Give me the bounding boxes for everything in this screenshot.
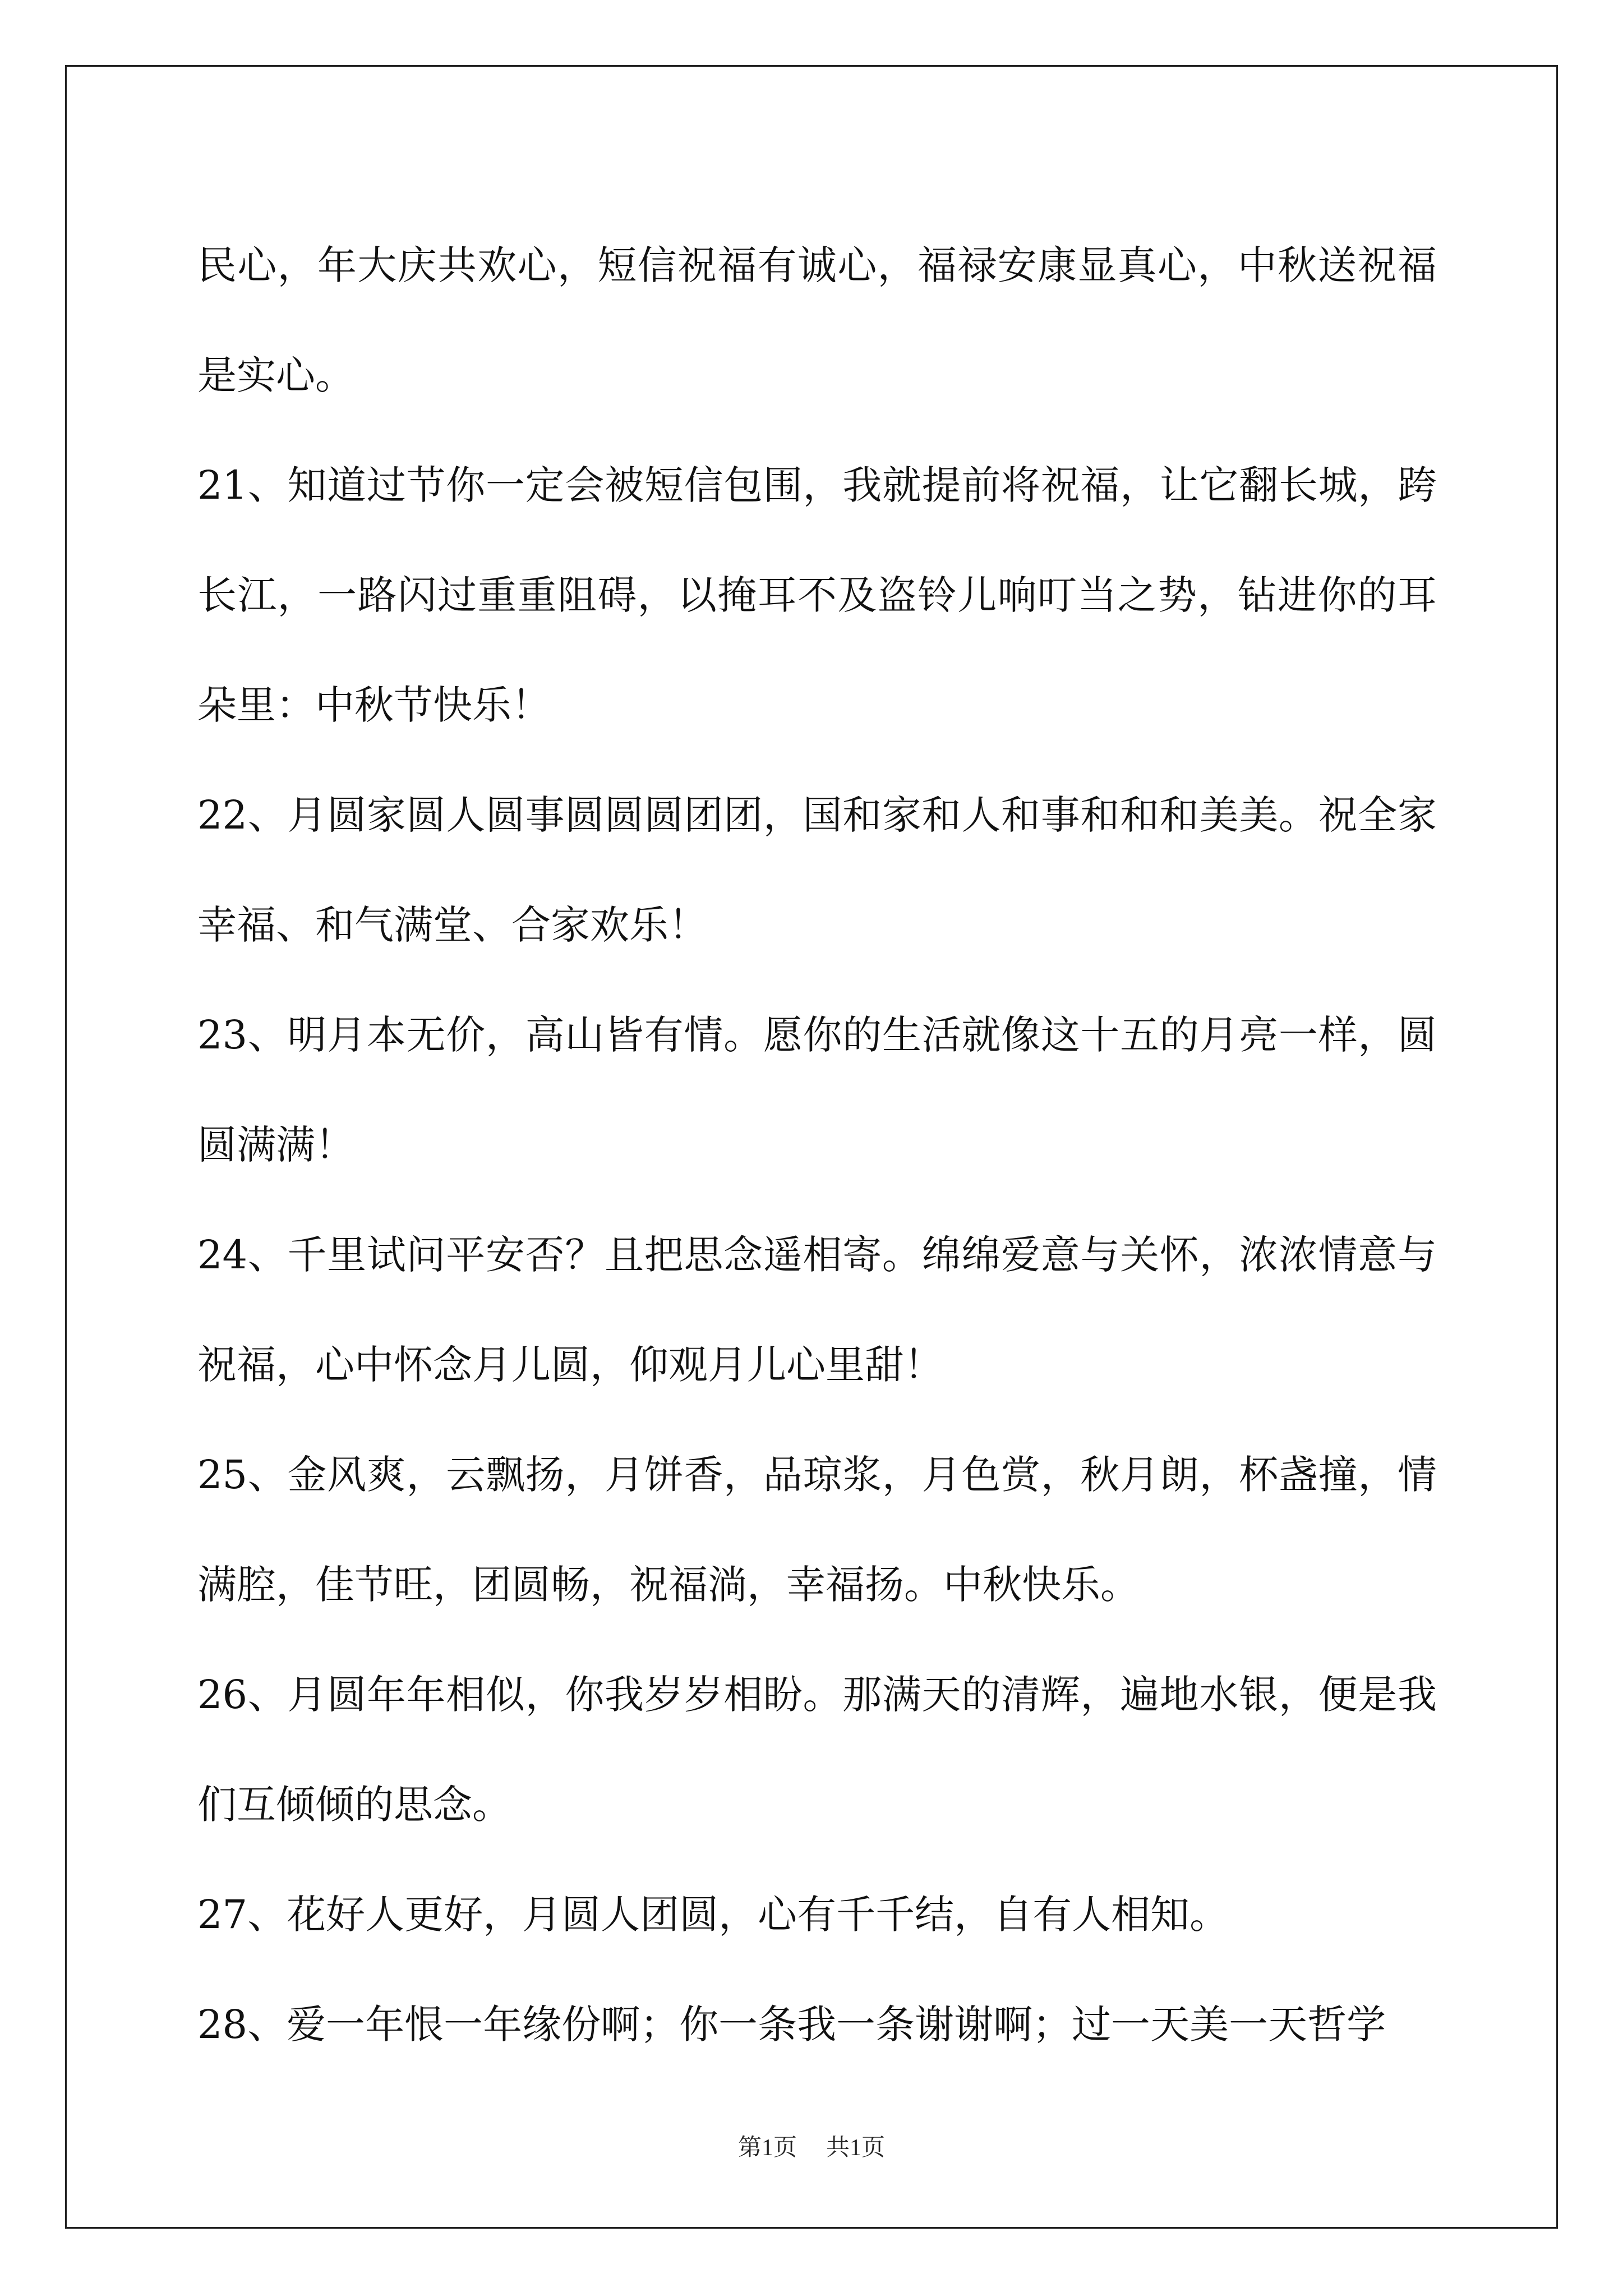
paragraph: 24、千里试问平安否？且把思念遥相寄。绵绵爱意与关怀，浓浓情意与祝福，心中怀念月儿圆，仰观月儿心里甜！: [197, 1232, 1437, 1388]
paragraph: 28、爱一年恨一年缘份啊；你一条我一条谢谢啊；过一天美一天哲学: [197, 2001, 1386, 2047]
paragraph: 27、花好人更好，月圆人团圆，心有千千结，自有人相知。: [197, 1892, 1229, 1938]
document-body: [197, 210, 1437, 2079]
page-number-total: 共1页: [826, 2135, 886, 2161]
paragraph: 民心，年大庆共欢心，短信祝福有诚心，福禄安康显真心，中秋送祝福是实心。: [197, 242, 1437, 398]
paragraph: 26、月圆年年相似，你我岁岁相盼。那满天的清辉，遍地水银，便是我们互倾倾的思念。: [197, 1672, 1437, 1828]
paragraph: 23、明月本无价，高山皆有情。愿你的生活就像这十五的月亮一样，圆圆满满！: [197, 1012, 1437, 1168]
page-number-current: 第1页: [737, 2135, 797, 2161]
paragraph: 25、金风爽，云飘扬，月饼香，品琼浆，月色赏，秋月朗，杯盏撞，情满腔，佳节旺，团圆畅，祝福淌，幸福扬。中秋快乐。: [197, 1452, 1437, 1608]
paragraph: 21、知道过节你一定会被短信包围，我就提前将祝福，让它翻长城，跨长江，一路闪过重重阻碍，以掩耳不及盗铃儿响叮当之势，钻进你的耳朵里：中秋节快乐！: [197, 462, 1437, 728]
paragraph: 22、月圆家圆人圆事圆圆圆团团，国和家和人和事和和和美美。祝全家幸福、和气满堂、合家欢乐！: [197, 792, 1437, 948]
page-footer: [0, 2129, 1623, 2162]
